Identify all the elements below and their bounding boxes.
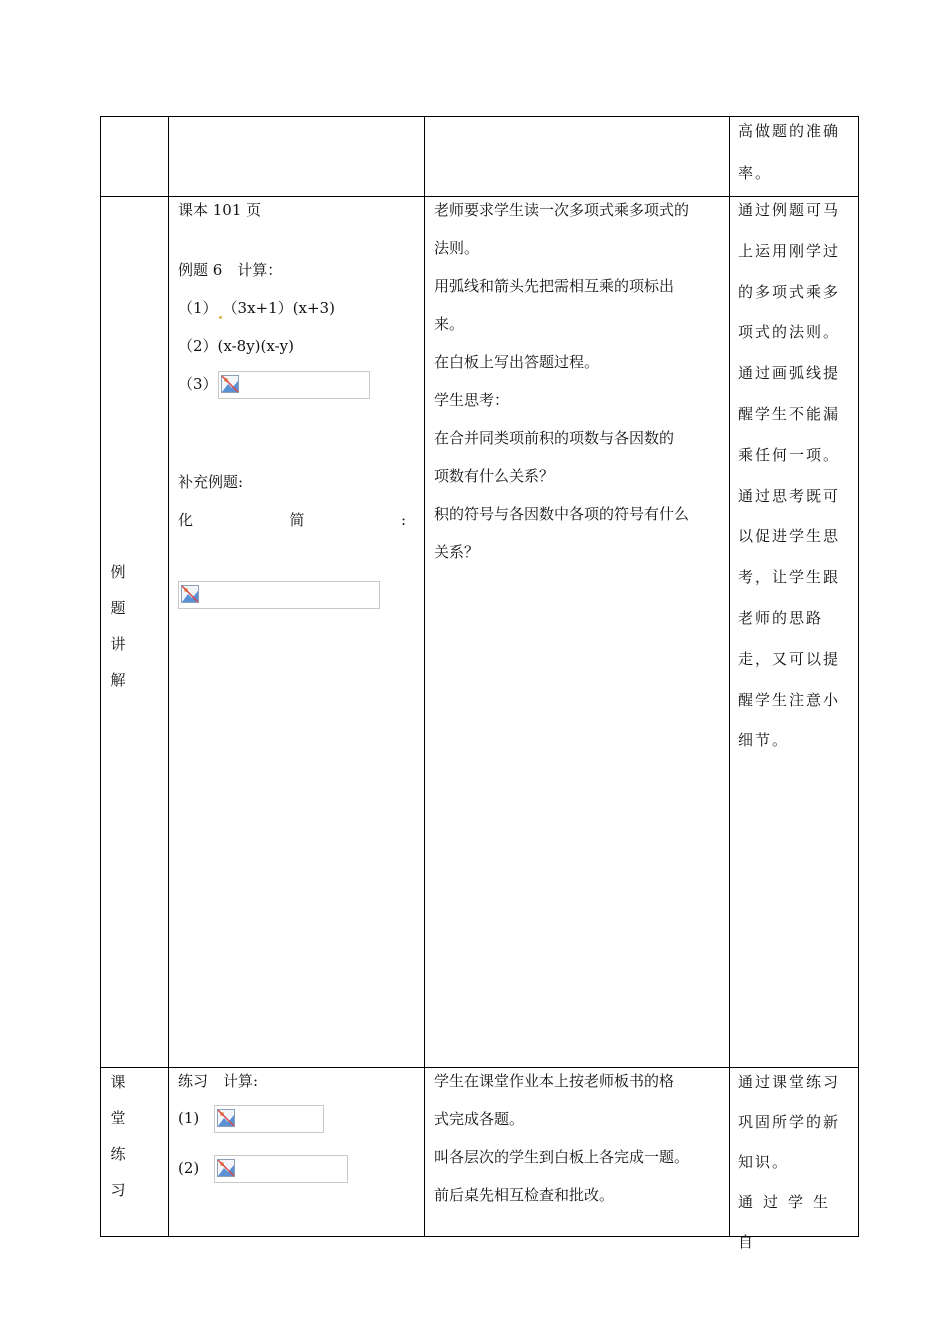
practice-content (178, 1062, 418, 1186)
item-number: (2) (178, 1159, 200, 1177)
label-char: 练 (110, 1145, 126, 1163)
top-row-purpose (738, 110, 853, 194)
column-divider (858, 116, 859, 1237)
label-char: 题 (110, 599, 126, 617)
text-line: 叫各层次的学生到白板上各完成一题。 (434, 1148, 690, 1166)
text-line: 通过例题可马 (738, 201, 841, 219)
formula-image (218, 371, 370, 399)
text-line: 走，又可以提 (738, 649, 841, 668)
label-char: 课 (110, 1073, 126, 1091)
text-line: 上运用刚学过 (738, 241, 841, 260)
char: 简 (289, 511, 305, 529)
example-title: 例题 6 计算： (178, 261, 283, 279)
text-line: 考，让学生跟 (738, 568, 841, 587)
text-line: 率。 (738, 164, 773, 182)
text-line: 在白板上写出答题过程。 (434, 353, 600, 371)
item-number: （3） (178, 375, 218, 393)
text-line: 前后桌先相互检查和批改。 (434, 1186, 615, 1204)
supplement-title: 补充例题: (178, 473, 244, 491)
item-number: (1) (178, 1109, 200, 1127)
label-char: 堂 (110, 1109, 126, 1127)
formula-image (214, 1155, 348, 1183)
text-line: 学生思考： (434, 391, 510, 409)
text-line: 通过课堂练习 (738, 1073, 841, 1091)
practice-teacher-activity (434, 1062, 726, 1214)
broken-image-icon (221, 375, 239, 393)
text-line: 式完成各题。 (434, 1110, 525, 1128)
practice-purpose (738, 1062, 853, 1262)
char: 化 (178, 511, 194, 529)
char: : (400, 511, 406, 529)
text-line: 用弧线和箭头先把需相互乘的项标出 (434, 277, 675, 295)
formula-image (214, 1105, 324, 1133)
text-line: 老师要求学生读一次多项式乘多项式的 (434, 201, 690, 219)
row-label-practice (108, 1064, 128, 1208)
text-line: 以促进学生思 (738, 527, 841, 546)
text-line: 法则。 (434, 239, 480, 257)
text-line: 通过学生自 (738, 1193, 839, 1251)
text-line: 醒学生不能漏 (738, 404, 841, 423)
label-char: 例 (110, 563, 126, 581)
examples-content (178, 191, 418, 613)
example-item-1 (178, 289, 418, 327)
text-line: 项数有什么关系？ (434, 467, 555, 485)
text-line: 项式的法则。 (738, 323, 841, 342)
column-divider (424, 116, 425, 1237)
edit-mark (219, 316, 222, 319)
text-line: 的多项式乘多 (738, 282, 841, 301)
practice-item-2 (178, 1150, 418, 1186)
examples-teacher-activity (434, 191, 726, 571)
text-line: 知识。 (738, 1153, 790, 1171)
formula-image (178, 581, 380, 609)
column-divider (729, 116, 730, 1237)
text-line: 乘任何一项。 (738, 445, 841, 464)
broken-image-icon (217, 1159, 235, 1177)
broken-image-icon (181, 585, 199, 603)
text-line: 来。 (434, 315, 465, 333)
text-line: 关系？ (434, 543, 480, 561)
text-line: 醒学生注意小 (738, 690, 841, 709)
text-line: 积的符号与各因数中各项的符号有什么 (434, 505, 690, 523)
text-line: 通过思考既可 (738, 486, 841, 505)
practice-title: 练习 计算: (178, 1072, 259, 1090)
example-item-2: （2）(x-8y)(x-y) (178, 337, 294, 355)
text-line: 通过画弧线提 (738, 364, 841, 383)
column-divider (168, 116, 169, 1237)
textbook-page: 课本 101 页 (178, 201, 262, 219)
simplify-label (178, 501, 406, 539)
example-item-3 (178, 365, 418, 403)
item-expression: （3x+1）(x+3) (222, 299, 335, 317)
label-char: 解 (110, 671, 126, 689)
label-char: 习 (110, 1181, 126, 1199)
broken-image-icon (217, 1109, 235, 1127)
text-line: 学生在课堂作业本上按老师板书的格 (434, 1072, 675, 1090)
row-label-examples (108, 554, 128, 698)
text-line: 在合并同类项前积的项数与各因数的 (434, 429, 675, 447)
item-number: （1） (178, 299, 218, 317)
text-line: 巩固所学的新 (738, 1113, 841, 1131)
examples-purpose (738, 190, 853, 761)
label-char: 讲 (110, 635, 126, 653)
practice-item-1 (178, 1100, 418, 1136)
text-line: 细节。 (738, 731, 790, 750)
column-divider (100, 116, 101, 1237)
text-line: 高做题的准确 (738, 122, 841, 140)
text-line: 老师的思路 (738, 608, 824, 627)
